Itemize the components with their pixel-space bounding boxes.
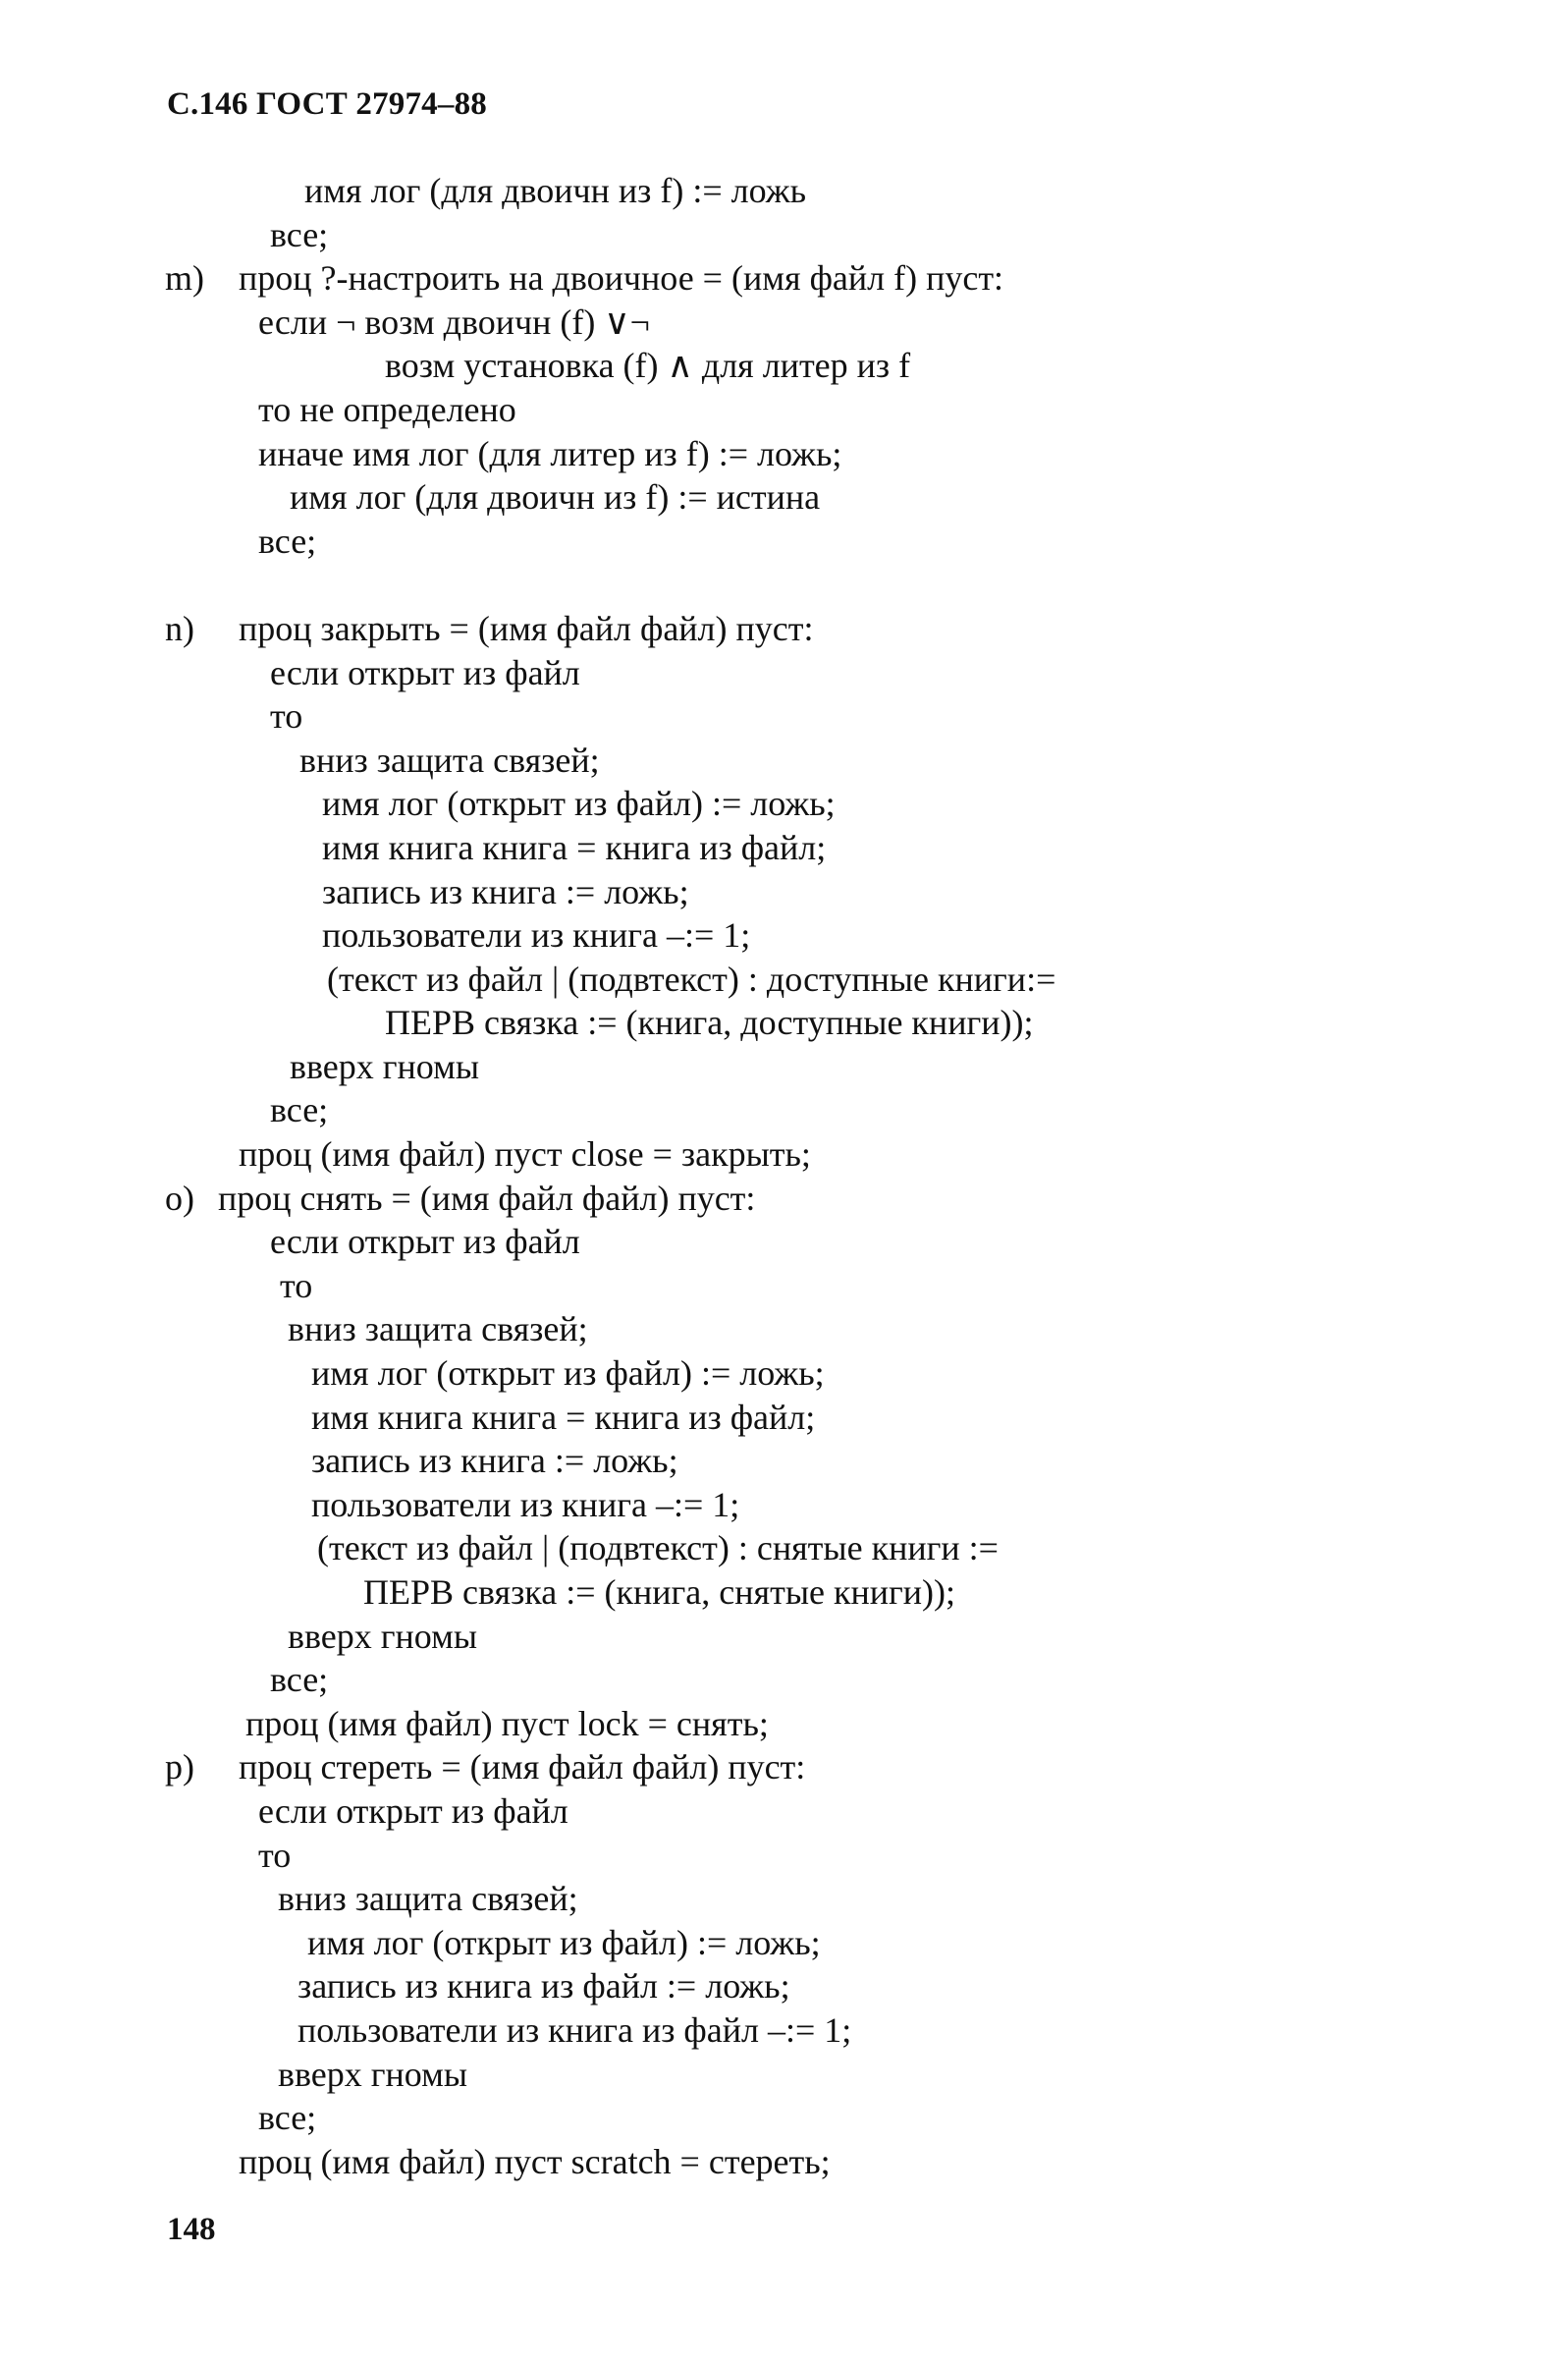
code-line (0, 1396, 1568, 1440)
code-text: пользователи из книга –:= 1; (322, 915, 751, 956)
code-line (0, 1001, 1568, 1045)
code-line (0, 782, 1568, 826)
item-label: n) (165, 608, 194, 648)
code-text: возм установка (f) ∧ для литер из f (385, 346, 911, 386)
code-line (0, 344, 1568, 388)
code-text: все; (258, 2098, 317, 2138)
code-line (0, 2140, 1568, 2184)
code-listing (0, 169, 1568, 2183)
code-text: ПЕРВ связка := (книга, снятые книги)); (363, 1572, 956, 1612)
code-text: запись из книга := ложь; (322, 871, 689, 911)
code-line (0, 1877, 1568, 1921)
code-line (0, 1834, 1568, 1878)
code-text: пользователи из книга из файл –:= 1; (297, 2009, 852, 2050)
code-text: (текст из файл | (подвтекст) : доступные книги:= (327, 959, 1056, 999)
code-line (0, 1658, 1568, 1702)
code-text: то (258, 1835, 292, 1875)
code-line (0, 1264, 1568, 1308)
code-text: имя лог (для двоичн из f) := истина (290, 477, 821, 518)
code-text: вверх гномы (278, 2054, 468, 2094)
code-text: проц ?-настроить на двоичное = (имя файл f) пуст: (239, 258, 1004, 299)
item-label: m) (165, 258, 204, 299)
code-text: запись из книга из файл := ложь; (297, 1966, 790, 2006)
code-text: имя лог (открыт из файл) := ложь; (311, 1353, 825, 1394)
code-line (0, 1132, 1568, 1177)
code-text: то (270, 696, 303, 737)
code-line (0, 2008, 1568, 2053)
code-line (0, 1439, 1568, 1483)
code-line (0, 1483, 1568, 1527)
code-line (0, 2096, 1568, 2140)
code-line (0, 870, 1568, 914)
code-line (0, 301, 1568, 345)
code-line (0, 169, 1568, 213)
code-text: проц (имя файл) пуст lock = снять; (245, 1703, 769, 1743)
code-line (0, 1570, 1568, 1615)
code-line (0, 1220, 1568, 1264)
code-line (0, 694, 1568, 739)
item-label: p) (165, 1747, 194, 1787)
code-text: если открыт из файл (258, 1790, 568, 1831)
code-line (0, 432, 1568, 476)
code-line (0, 913, 1568, 958)
code-text: проц закрыть = (имя файл файл) пуст: (239, 608, 814, 648)
code-line (0, 1921, 1568, 1965)
code-line (0, 1351, 1568, 1396)
code-text: все; (270, 214, 329, 254)
code-line (0, 607, 1568, 651)
page-header: С.146 ГОСТ 27974–88 (167, 86, 487, 122)
code-text: все; (258, 521, 317, 561)
code-line (0, 1177, 1568, 1221)
code-text: имя книга книга = книга из файл; (322, 827, 827, 867)
code-line (0, 388, 1568, 432)
code-text: имя лог (открыт из файл) := ложь; (322, 784, 836, 824)
code-text: если открыт из файл (270, 1222, 580, 1262)
code-text: все; (270, 1090, 329, 1130)
code-line (0, 2053, 1568, 2097)
code-line (0, 1615, 1568, 1659)
code-text: пользователи из книга –:= 1; (311, 1484, 740, 1524)
code-line (0, 1964, 1568, 2008)
code-text: проц снять = (имя файл файл) пуст: (218, 1178, 756, 1218)
code-text: все; (270, 1660, 329, 1700)
code-text: вверх гномы (290, 1046, 480, 1086)
code-line (0, 563, 1568, 607)
code-line (0, 256, 1568, 301)
code-line (0, 651, 1568, 695)
code-text: если ¬ возм двоичн (f) ∨¬ (258, 302, 650, 342)
code-line (0, 739, 1568, 783)
code-text: (текст из файл | (подвтекст) : снятые книги := (317, 1528, 999, 1568)
code-line (0, 213, 1568, 257)
code-text: запись из книга := ложь; (311, 1441, 678, 1481)
code-text: вниз защита связей; (278, 1879, 578, 1919)
code-line (0, 1702, 1568, 1746)
code-text: то не определено (258, 389, 516, 429)
code-text: имя лог (открыт из файл) := ложь; (307, 1922, 821, 1962)
code-line (0, 958, 1568, 1002)
code-text: иначе имя лог (для литер из f) := ложь; (258, 433, 842, 473)
code-text: проц (имя файл) пуст scratch = стереть; (239, 2141, 831, 2181)
code-text: имя книга книга = книга из файл; (311, 1397, 816, 1437)
code-line (0, 826, 1568, 870)
code-line (0, 1045, 1568, 1089)
code-line (0, 1526, 1568, 1570)
code-text: имя лог (для двоичн из f) := ложь (304, 171, 806, 210)
code-text: проц (имя файл) пуст close = закрыть; (239, 1134, 811, 1175)
code-text: проц стереть = (имя файл файл) пуст: (239, 1747, 806, 1787)
code-text: если открыт из файл (270, 652, 580, 692)
code-text: вниз защита связей; (288, 1309, 588, 1349)
code-line (0, 1745, 1568, 1789)
code-text: вверх гномы (288, 1616, 478, 1656)
code-line (0, 1307, 1568, 1351)
code-text: вниз защита связей; (299, 740, 600, 780)
code-text: ПЕРВ связка := (книга, доступные книги)); (385, 1003, 1034, 1043)
code-text: то (280, 1265, 313, 1305)
code-line (0, 475, 1568, 520)
page-number: 148 (167, 2212, 216, 2247)
item-label: o) (165, 1178, 194, 1218)
code-line (0, 520, 1568, 564)
code-line (0, 1088, 1568, 1132)
code-line (0, 1789, 1568, 1834)
